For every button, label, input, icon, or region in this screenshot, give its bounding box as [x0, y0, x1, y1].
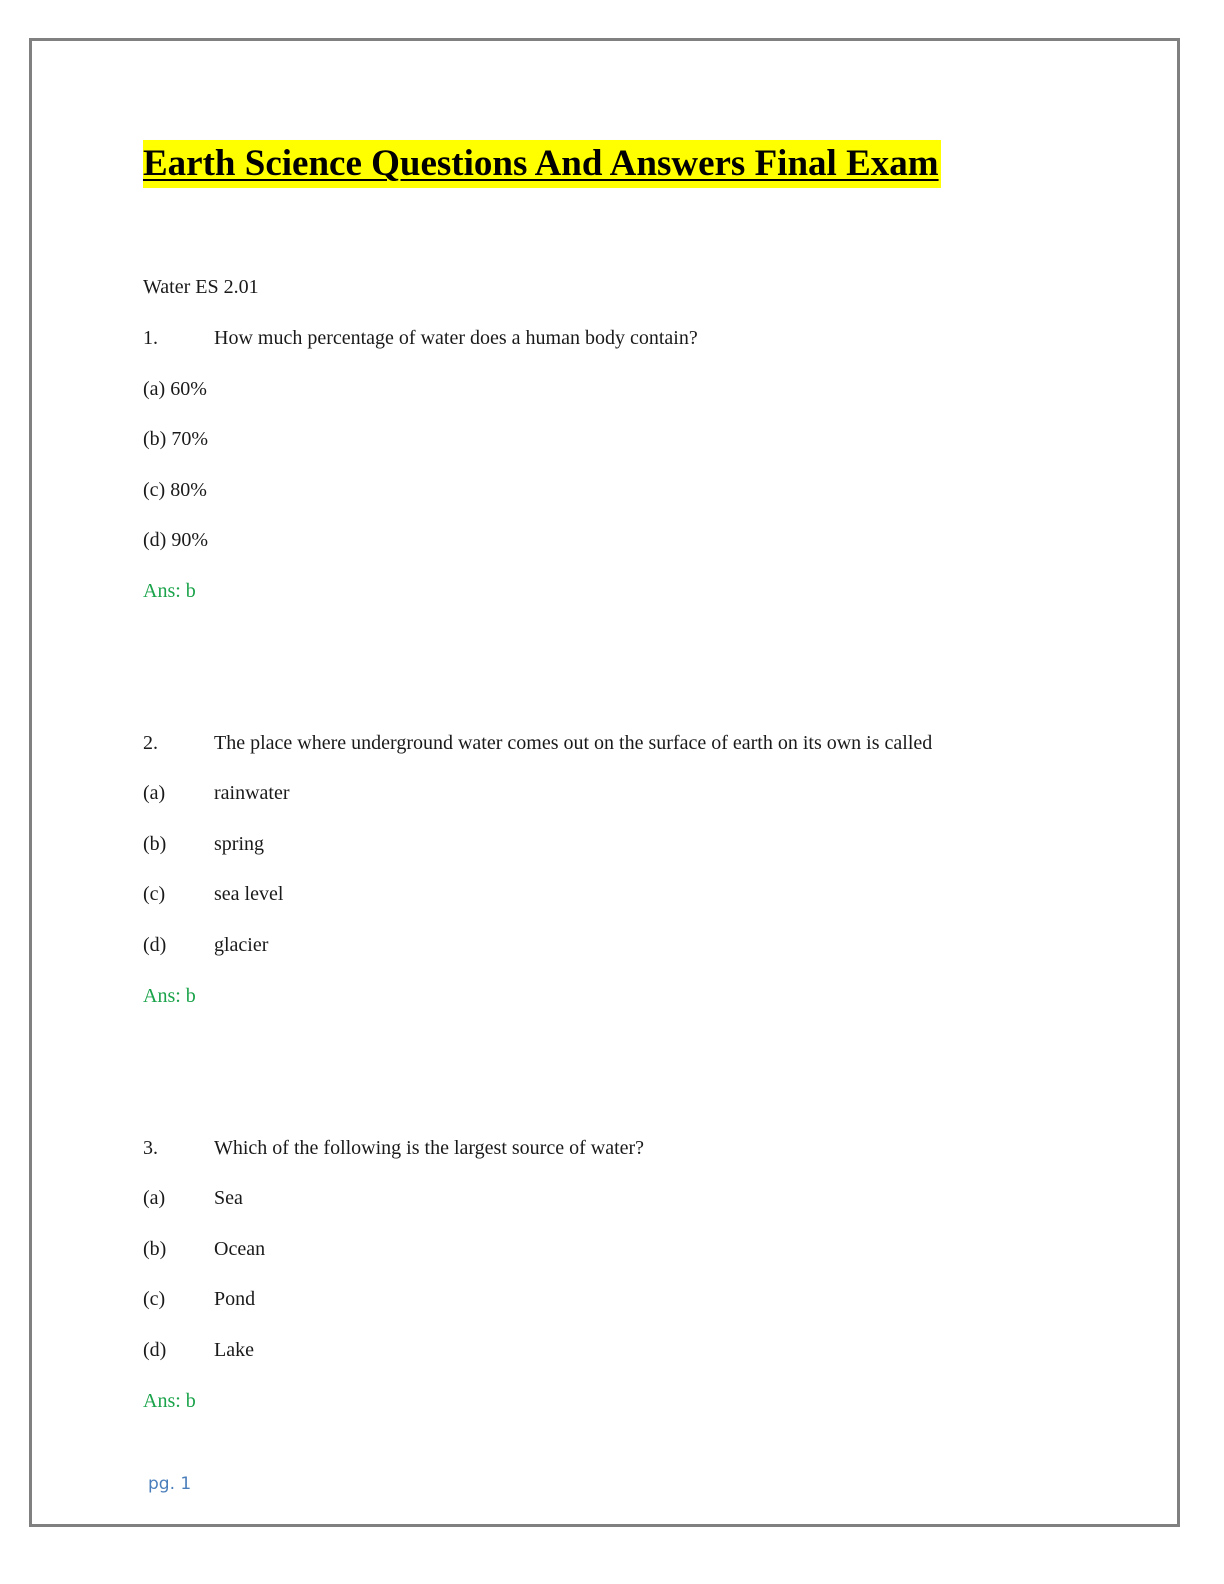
- option-text: Sea: [214, 1187, 243, 1209]
- question-1-number: 1.: [143, 327, 158, 349]
- question-3-option-a: [143, 1185, 243, 1211]
- question-3-option-d: [143, 1337, 254, 1363]
- question-1: [143, 325, 698, 351]
- option-text: sea level: [214, 883, 284, 905]
- question-3: [143, 1135, 644, 1161]
- question-2-option-b: [143, 831, 264, 857]
- option-letter: (c): [143, 1288, 166, 1310]
- question-1-answer: Ans: b: [143, 580, 196, 602]
- option-text: rainwater: [214, 782, 290, 804]
- question-2-option-a: [143, 780, 290, 806]
- question-3-option-c: [143, 1286, 255, 1312]
- option-letter: (c): [143, 883, 166, 905]
- option-letter: (d): [143, 934, 167, 956]
- question-2-option-d: [143, 932, 268, 958]
- question-3-answer: Ans: b: [143, 1390, 196, 1412]
- question-2-answer: Ans: b: [143, 985, 196, 1007]
- question-2: [143, 730, 932, 756]
- question-2-text: The place where underground water comes out on the surface of earth on its own is called: [214, 732, 933, 754]
- option-letter: (a): [143, 782, 166, 804]
- question-1-option-b: (b) 70%: [143, 428, 208, 450]
- option-letter: (b): [143, 833, 167, 855]
- option-text: glacier: [214, 934, 269, 956]
- question-2-number: 2.: [143, 732, 158, 754]
- section-heading: Water ES 2.01: [143, 276, 259, 298]
- question-3-option-b: [143, 1236, 265, 1262]
- option-letter: (d): [143, 1339, 167, 1361]
- option-letter: (a): [143, 1187, 166, 1209]
- option-letter: (b): [143, 1238, 167, 1260]
- question-2-option-c: [143, 881, 283, 907]
- option-text: Pond: [214, 1288, 256, 1310]
- question-3-text: Which of the following is the largest source of water?: [214, 1137, 645, 1159]
- question-1-text: How much percentage of water does a human body contain?: [214, 327, 698, 349]
- option-text: spring: [214, 833, 264, 855]
- page-number: pg. 1: [148, 1474, 192, 1494]
- option-text: Ocean: [214, 1238, 266, 1260]
- question-1-option-c: (c) 80%: [143, 479, 207, 501]
- document-title: Earth Science Questions And Answers Final Exam: [143, 140, 941, 188]
- question-1-option-d: (d) 90%: [143, 529, 208, 551]
- option-text: Lake: [214, 1339, 254, 1361]
- question-1-option-a: (a) 60%: [143, 378, 207, 400]
- question-3-number: 3.: [143, 1137, 158, 1159]
